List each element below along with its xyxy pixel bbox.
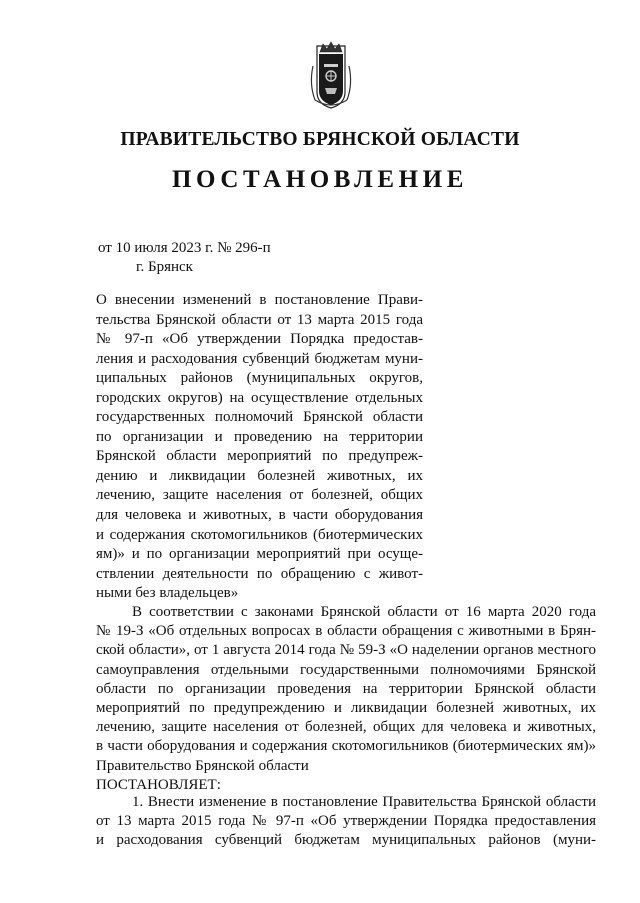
subject-line: городских округов) на осуществление отдельных <box>96 389 423 406</box>
preamble-line: В соответствии с законами Брянской области от 16 марта 2020 года <box>132 604 596 620</box>
document-city: г. Брянск <box>136 259 193 275</box>
subject-line: ям)» и по организации мероприятий при осуще- <box>96 546 423 563</box>
clause-line: от 13 марта 2015 года № 97-п «Об утверждении Порядка предоставления <box>96 813 596 830</box>
clause-line: 1. Внести изменение в постановление Правительства Брянской области <box>132 794 596 810</box>
preamble-line: Правительство Брянской области <box>96 757 309 774</box>
subject-line: тельства Брянской области от 13 марта 2015 года <box>96 311 423 328</box>
preamble-line: в части оборудования и содержания скотомогильников (биотермических ям)» <box>96 738 596 755</box>
preamble-paragraph <box>96 603 596 795</box>
preamble-line: области по организации проведения на территории Брянской области <box>96 680 596 697</box>
document-subject <box>96 291 423 604</box>
document-type-title: ПОСТАНОВЛЕНИЕ <box>171 166 469 193</box>
subject-line: по организации и проведению на территории <box>96 428 423 445</box>
subject-line: О внесении изменений в постановление Прави- <box>96 292 423 308</box>
government-title: ПРАВИТЕЛЬСТВО БРЯНСКОЙ ОБЛАСТИ <box>120 129 520 150</box>
bryansk-coat-of-arms-icon <box>301 40 361 112</box>
subject-line: ления и расходования субвенций бюджетам муни- <box>96 350 423 367</box>
subject-line: для человека и животных, в части оборудования <box>96 507 423 524</box>
preamble-line: ской области», от 1 августа 2014 года № 59-З «О наделении органов местного <box>96 642 596 659</box>
preamble-line: лечению, защите населения от болезней, общих для человека и животных, <box>96 719 596 736</box>
subject-line: лечению, защите населения от болезней, общих <box>96 487 423 504</box>
subject-line: дению и ликвидации болезней животных, их <box>96 467 423 484</box>
preamble-line: мероприятий по предупреждению и ликвидации болезней животных, их <box>96 699 596 716</box>
subject-line: № 97-п «Об утверждении Порядка предостав- <box>96 331 423 348</box>
preamble-line: самоуправления отдельными государственными полномочиями Брянской <box>96 661 596 678</box>
subject-line: и содержания скотомогильников (биотермических <box>96 526 423 543</box>
subject-line: Брянской области мероприятий по предупреж- <box>96 448 423 465</box>
subject-line: государственных полномочий Брянской области <box>96 409 423 426</box>
clause-1-paragraph <box>96 793 596 851</box>
preamble-line: № 19-З «Об отдельных вопросах в области обращения с животными в Брян- <box>96 623 596 640</box>
subject-line: ными без владельцев» <box>96 585 239 602</box>
subject-line: ципальных районов (муниципальных округов, <box>96 370 423 387</box>
subject-line: ствлении деятельности по обращению с живот- <box>96 565 423 582</box>
document-date-number: от 10 июля 2023 г. № 296-п <box>98 240 271 256</box>
clause-line: и расходования субвенций бюджетам муниципальных районов (муни- <box>96 832 596 849</box>
resolves-heading: ПОСТАНОВЛЯЕТ: <box>96 776 221 793</box>
